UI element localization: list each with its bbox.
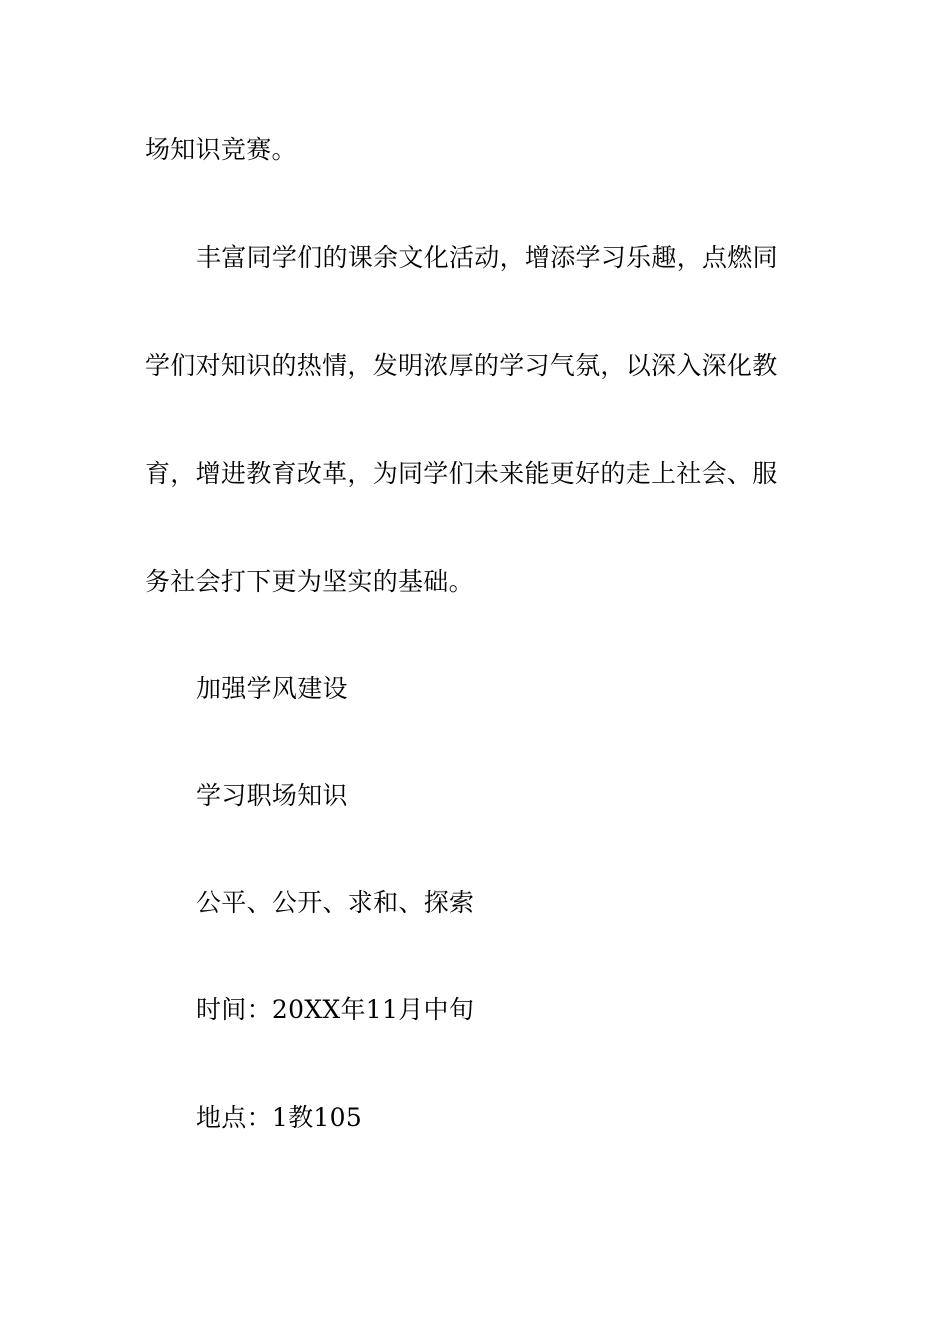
paragraph-line: 学们对知识的热情，发明浓厚的学习气氛，以深入深化教 [145,351,778,380]
time-item: 时间：20XX年11月中旬 [196,995,475,1024]
section-item: 学习职场知识 [196,781,348,810]
paragraph-line: 丰富同学们的课余文化活动，增添学习乐趣，点燃同 [196,243,778,272]
section-item: 加强学风建设 [196,674,348,703]
paragraph-line: 务社会打下更为坚实的基础。 [145,567,474,596]
paragraph-line: 育，增进教育改革，为同学们未来能更好的走上社会、服 [145,459,778,488]
paragraph-line: 场知识竞赛。 [145,135,297,164]
section-item: 公平、公开、求和、探索 [196,888,475,917]
location-item: 地点：1教105 [196,1103,363,1132]
